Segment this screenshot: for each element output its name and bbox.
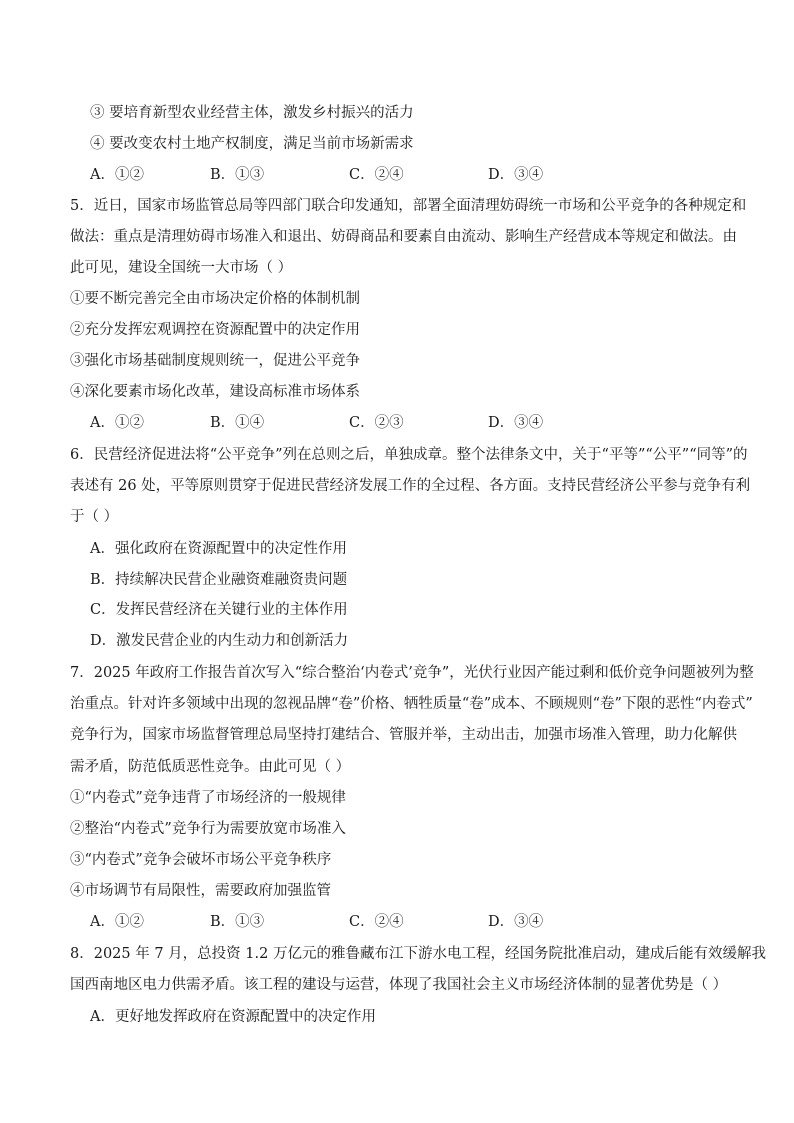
q5-statement-2: ②充分发挥宏观调控在资源配置中的决定作用: [70, 322, 360, 338]
q5-stem-line-1: 5．近日，国家市场监管总局等四部门联合印发通知，部署全面清理妨碍统一市场和公平竞争的各种规定和: [70, 198, 747, 214]
q6-option-d: D．激发民营企业的内生动力和创新活力: [90, 633, 349, 649]
q6-stem-line-2: 表述有 26 处，平等原则贯穿于促进民营经济发展工作的全过程、各方面。支持民营经济公平参与竞争有利: [70, 478, 751, 494]
q4-statement-3: ③ 要培育新型农业经营主体，激发乡村振兴的活力: [90, 105, 414, 121]
q5-option-a: A．①②: [90, 415, 144, 431]
q5-statement-3: ③强化市场基础制度规则统一，促进公平竞争: [70, 353, 360, 369]
q7-statement-2: ②整治“内卷式”竞争行为需要放宽市场准入: [70, 821, 346, 837]
q6-option-c: C．发挥民营经济在关键行业的主体作用: [90, 602, 348, 618]
q8-stem-line-2: 国西南地区电力供需矛盾。该工程的建设与运营，体现了我国社会主义市场经济体制的显著优势是（ ）: [70, 977, 728, 993]
q4-options: [90, 165, 650, 187]
q5-option-b: B．①④: [210, 415, 265, 431]
q6-option-b: B．持续解决民营企业融资难融资贵问题: [90, 572, 348, 588]
q7-options: [90, 912, 650, 934]
q7-option-d: D．③④: [488, 914, 544, 930]
q7-stem-line-2: 治重点。针对许多领域中出现的忽视品牌“卷”价格、牺牲质量“卷”成本、不顾规则“卷”下限的恶性“内卷式”: [70, 696, 753, 712]
q7-statement-4: ④市场调节有局限性，需要政府加强监管: [70, 883, 331, 899]
q5-option-c: C．②③: [349, 415, 404, 431]
q6-option-a: A．强化政府在资源配置中的决定性作用: [90, 541, 347, 557]
q4-option-c: C．②④: [349, 167, 404, 183]
q7-stem-line-3: 竞争行为，国家市场监督管理总局坚持打建结合、管服并举，主动出击，加强市场准入管理，助力化解供: [70, 727, 737, 743]
q5-statement-1: ①要不断完善完全由市场决定价格的体制机制: [70, 291, 360, 307]
q4-option-a: A．①②: [90, 167, 144, 183]
q5-statement-4: ④深化要素市场化改革，建设高标准市场体系: [70, 384, 360, 400]
q6-stem-line-3: 于（ ）: [70, 509, 119, 525]
q7-statement-1: ①“内卷式”竞争违背了市场经济的一般规律: [70, 790, 346, 806]
q8-option-a: A．更好地发挥政府在资源配置中的决定作用: [90, 1009, 376, 1025]
q5-stem-line-2: 做法：重点是清理妨碍市场准入和退出、妨碍商品和要素自由流动、影响生产经营成本等规定和做法。由: [70, 229, 737, 245]
q4-option-b: B．①③: [210, 167, 265, 183]
q7-option-c: C．②④: [349, 914, 404, 930]
q5-stem-line-3: 此可见，建设全国统一大市场（ ）: [70, 260, 293, 276]
q7-stem-line-4: 需矛盾，防范低质恶性竞争。由此可见（ ）: [70, 759, 351, 775]
q4-option-d: D．③④: [488, 167, 544, 183]
q7-stem-line-1: 7．2025 年政府工作报告首次写入“综合整治‘内卷式’竞争”，光伏行业因产能过剩和低价竞争问题被列为整: [70, 665, 754, 681]
q8-stem-line-1: 8．2025 年 7 月，总投资 1.2 万亿元的雅鲁藏布江下游水电工程，经国务院批准启动，建成后能有效缓解我: [70, 946, 766, 962]
q7-statement-3: ③“内卷式”竞争会破坏市场公平竞争秩序: [70, 852, 332, 868]
q7-option-a: A．①②: [90, 914, 144, 930]
q5-option-d: D．③④: [488, 415, 544, 431]
q7-option-b: B．①③: [210, 914, 265, 930]
q6-stem-line-1: 6．民营经济促进法将“公平竞争”列在总则之后，单独成章。整个法律条文中，关于“平等”“公平”“同等”的: [70, 447, 748, 463]
q5-options: [90, 413, 650, 435]
q4-statement-4: ④ 要改变农村土地产权制度，满足当前市场新需求: [90, 136, 414, 152]
